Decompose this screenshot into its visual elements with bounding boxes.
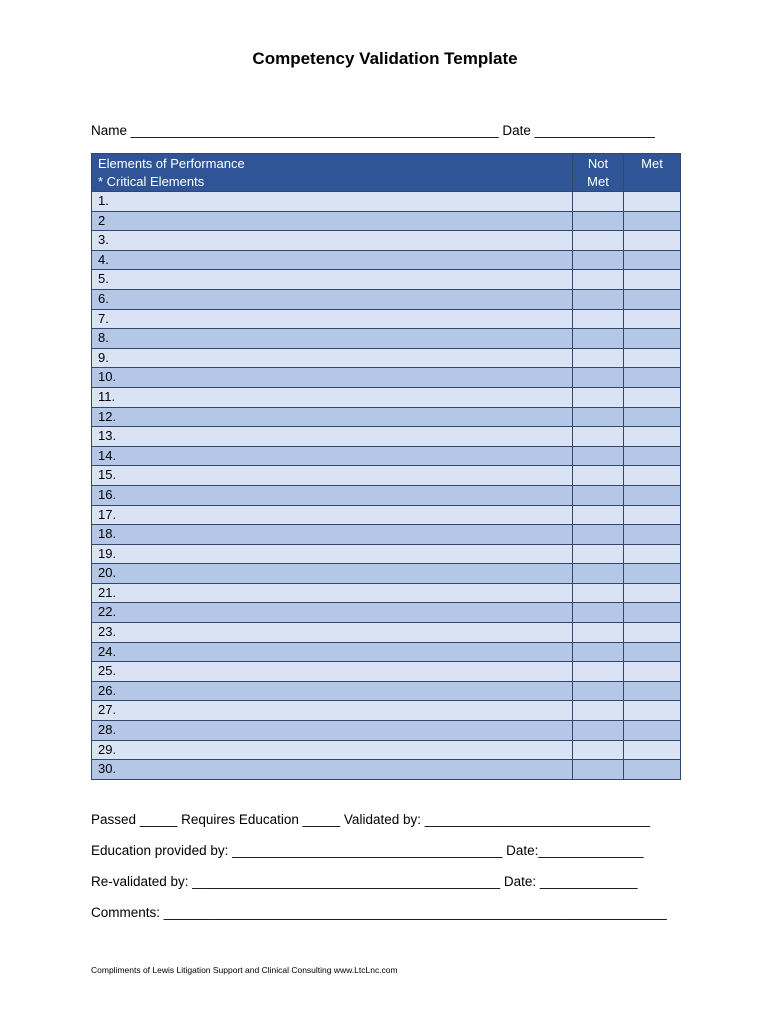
table-row — [92, 603, 681, 623]
not-met-cell[interactable] — [573, 446, 624, 466]
element-cell[interactable]: 10. — [92, 368, 573, 388]
not-met-cell[interactable] — [573, 740, 624, 760]
document-title: Competency Validation Template — [252, 49, 518, 68]
met-cell[interactable] — [624, 485, 681, 505]
met-cell[interactable] — [624, 250, 681, 270]
met-cell[interactable] — [624, 270, 681, 290]
met-cell[interactable] — [624, 583, 681, 603]
table-row — [92, 564, 681, 584]
element-cell[interactable]: 24. — [92, 642, 573, 662]
header-critical-elements-label: * Critical Elements — [98, 174, 205, 189]
element-cell[interactable]: 14. — [92, 446, 573, 466]
met-cell[interactable] — [624, 368, 681, 388]
not-met-cell[interactable] — [573, 211, 624, 231]
met-cell[interactable] — [624, 466, 681, 486]
table-row — [92, 662, 681, 682]
table-header-row — [92, 154, 681, 192]
not-met-cell[interactable] — [573, 721, 624, 741]
not-met-cell[interactable] — [573, 681, 624, 701]
not-met-cell[interactable] — [573, 505, 624, 525]
table-row — [92, 231, 681, 251]
table-body — [92, 192, 681, 780]
footer-credit: Compliments of Lewis Litigation Support and Clinical Consulting www.LtcLnc.com — [91, 965, 398, 975]
table-row — [92, 250, 681, 270]
not-met-cell[interactable] — [573, 192, 624, 212]
not-met-cell[interactable] — [573, 368, 624, 388]
comments-line: Comments: ___________________________________________________________________ — [91, 905, 667, 920]
not-met-cell[interactable] — [573, 701, 624, 721]
table-row — [92, 681, 681, 701]
not-met-cell[interactable] — [573, 427, 624, 447]
element-cell[interactable]: 25. — [92, 662, 573, 682]
table-row — [92, 544, 681, 564]
met-cell[interactable] — [624, 329, 681, 349]
table-row — [92, 270, 681, 290]
table-row — [92, 701, 681, 721]
not-met-cell[interactable] — [573, 525, 624, 545]
met-cell[interactable] — [624, 407, 681, 427]
not-met-cell[interactable] — [573, 466, 624, 486]
element-cell[interactable]: 3. — [92, 231, 573, 251]
table-row — [92, 211, 681, 231]
met-cell[interactable] — [624, 348, 681, 368]
element-cell[interactable]: 16. — [92, 485, 573, 505]
table-row — [92, 446, 681, 466]
table-row — [92, 289, 681, 309]
header-met: Met — [624, 154, 681, 192]
header-not-met-line2: Met — [587, 174, 609, 189]
not-met-cell[interactable] — [573, 662, 624, 682]
element-cell[interactable]: 4. — [92, 250, 573, 270]
met-cell[interactable] — [624, 525, 681, 545]
met-cell[interactable] — [624, 564, 681, 584]
element-cell[interactable]: 21. — [92, 583, 573, 603]
not-met-cell[interactable] — [573, 387, 624, 407]
element-cell[interactable]: 17. — [92, 505, 573, 525]
met-cell[interactable] — [624, 211, 681, 231]
element-cell[interactable]: 5. — [92, 270, 573, 290]
met-cell[interactable] — [624, 701, 681, 721]
not-met-cell[interactable] — [573, 309, 624, 329]
element-cell[interactable]: 28. — [92, 721, 573, 741]
header-elements-of-performance — [92, 154, 573, 192]
not-met-cell[interactable] — [573, 250, 624, 270]
table-row — [92, 583, 681, 603]
table-row — [92, 348, 681, 368]
table-row — [92, 740, 681, 760]
met-cell[interactable] — [624, 192, 681, 212]
element-cell[interactable]: 29. — [92, 740, 573, 760]
header-not-met — [573, 154, 624, 192]
not-met-cell[interactable] — [573, 407, 624, 427]
element-cell[interactable]: 11. — [92, 387, 573, 407]
element-cell[interactable]: 6. — [92, 289, 573, 309]
met-cell[interactable] — [624, 681, 681, 701]
met-cell[interactable] — [624, 289, 681, 309]
table-row — [92, 427, 681, 447]
not-met-cell[interactable] — [573, 564, 624, 584]
header-not-met-line1: Not — [587, 156, 609, 171]
met-cell[interactable] — [624, 760, 681, 780]
not-met-cell[interactable] — [573, 270, 624, 290]
element-cell[interactable]: 12. — [92, 407, 573, 427]
not-met-cell[interactable] — [573, 289, 624, 309]
met-cell[interactable] — [624, 309, 681, 329]
element-cell[interactable]: 26. — [92, 681, 573, 701]
element-cell[interactable]: 15. — [92, 466, 573, 486]
met-cell[interactable] — [624, 544, 681, 564]
education-provided-line: Education provided by: ____________________________________ Date:______________ — [91, 843, 644, 858]
element-cell[interactable]: 18. — [92, 525, 573, 545]
element-cell[interactable]: 13. — [92, 427, 573, 447]
table-row — [92, 525, 681, 545]
met-cell[interactable] — [624, 740, 681, 760]
not-met-cell[interactable] — [573, 485, 624, 505]
not-met-cell[interactable] — [573, 231, 624, 251]
met-cell[interactable] — [624, 662, 681, 682]
not-met-cell[interactable] — [573, 603, 624, 623]
element-cell[interactable]: 8. — [92, 329, 573, 349]
element-cell[interactable]: 27. — [92, 701, 573, 721]
table-row — [92, 329, 681, 349]
table-row — [92, 623, 681, 643]
table-row — [92, 485, 681, 505]
table-row — [92, 721, 681, 741]
element-cell[interactable]: 1. — [92, 192, 573, 212]
table-row — [92, 760, 681, 780]
table-row — [92, 192, 681, 212]
element-cell[interactable]: 7. — [92, 309, 573, 329]
name-date-line: Name _________________________________________________ Date ________________ — [91, 123, 655, 138]
element-cell[interactable]: 19. — [92, 544, 573, 564]
table-row — [92, 309, 681, 329]
revalidated-line: Re-validated by: _________________________________________ Date: _____________ — [91, 874, 638, 889]
element-cell[interactable]: 30. — [92, 760, 573, 780]
table-row — [92, 387, 681, 407]
not-met-cell[interactable] — [573, 760, 624, 780]
header-elements-label: Elements of Performance — [98, 156, 245, 171]
not-met-cell[interactable] — [573, 642, 624, 662]
met-cell[interactable] — [624, 427, 681, 447]
met-cell[interactable] — [624, 603, 681, 623]
element-cell[interactable]: 22. — [92, 603, 573, 623]
met-cell[interactable] — [624, 446, 681, 466]
met-cell[interactable] — [624, 721, 681, 741]
not-met-cell[interactable] — [573, 623, 624, 643]
table-row — [92, 466, 681, 486]
not-met-cell[interactable] — [573, 348, 624, 368]
table-row — [92, 642, 681, 662]
met-cell[interactable] — [624, 642, 681, 662]
element-cell[interactable]: 2 — [92, 211, 573, 231]
not-met-cell[interactable] — [573, 329, 624, 349]
table-row — [92, 368, 681, 388]
element-cell[interactable]: 20. — [92, 564, 573, 584]
element-cell[interactable]: 23. — [92, 623, 573, 643]
met-cell[interactable] — [624, 623, 681, 643]
element-cell[interactable]: 9. — [92, 348, 573, 368]
not-met-cell[interactable] — [573, 544, 624, 564]
table-row — [92, 407, 681, 427]
met-cell[interactable] — [624, 505, 681, 525]
met-cell[interactable] — [624, 387, 681, 407]
competency-table — [91, 153, 681, 780]
not-met-cell[interactable] — [573, 583, 624, 603]
table-row — [92, 505, 681, 525]
met-cell[interactable] — [624, 231, 681, 251]
passed-validated-line: Passed _____ Requires Education _____ Validated by: ______________________________ — [91, 812, 650, 827]
